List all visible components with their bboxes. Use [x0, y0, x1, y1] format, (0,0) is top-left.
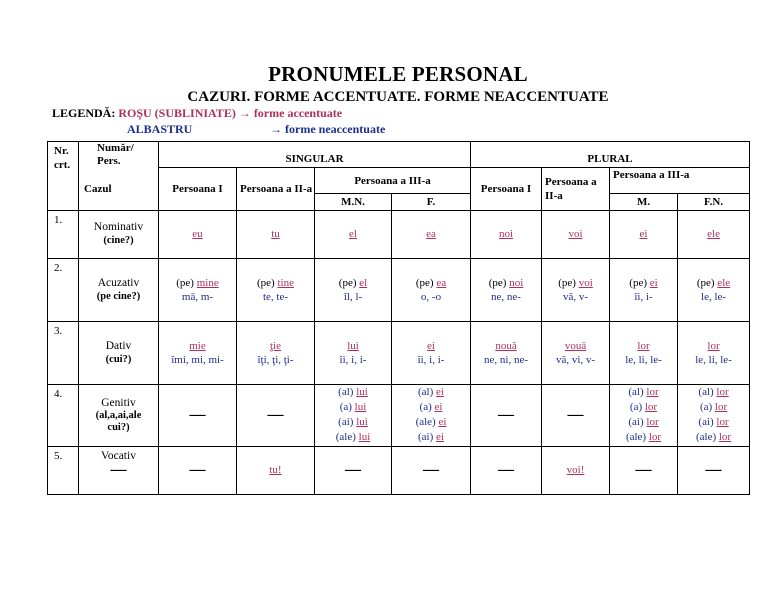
dash: —: [345, 460, 361, 478]
form-cell: [678, 210, 750, 258]
preposition: (pe): [257, 276, 275, 289]
header-f: F.: [392, 194, 471, 210]
accented-line: [159, 227, 236, 241]
form-cell: [542, 321, 610, 385]
case-question: (al,a,ai,ale cui?): [95, 410, 142, 434]
case-cell: [79, 385, 159, 447]
legend-red-name: ROŞU (SUBLINIATE): [118, 106, 236, 120]
accented-form: ţie: [270, 339, 281, 352]
accented-form: ei: [649, 276, 658, 289]
accented-line: [471, 339, 541, 353]
form-cell: [237, 210, 315, 258]
form-cell: [237, 385, 315, 447]
genitive-article: (ai): [338, 416, 354, 429]
accented-form: lor: [644, 401, 658, 414]
accented-form: lui: [347, 339, 359, 352]
unaccented-form: îi, i-: [634, 290, 653, 303]
header-sg-pers3: Persoana a III-a: [315, 168, 471, 194]
unaccented-form: le, le-: [701, 290, 727, 303]
form-cell: [392, 446, 471, 494]
genitive-line: [392, 385, 470, 400]
header-nr: Nr. crt.: [48, 142, 79, 211]
preposition: (pe): [176, 276, 194, 289]
case-cell: [79, 321, 159, 385]
accented-form: lor: [716, 386, 729, 399]
form-cell: [159, 258, 237, 321]
accented-line: [237, 227, 314, 241]
unaccented-form: te, te-: [262, 290, 289, 303]
form-cell: [315, 258, 392, 321]
legend-blue-desc: → forme neaccentuate: [270, 122, 386, 136]
row-number: 5.: [48, 446, 79, 494]
accented-line: [542, 276, 609, 290]
form-cell: [542, 210, 610, 258]
accented-form: noi: [498, 228, 514, 241]
accented-line: [542, 339, 609, 353]
form-cell: [237, 446, 315, 494]
accented-form: ea: [426, 228, 436, 241]
case-name: Genitiv: [101, 397, 136, 410]
case-question: (pe cine?): [96, 290, 141, 302]
accented-form: eu: [192, 228, 203, 241]
accented-line: [610, 339, 677, 353]
unaccented-form: îţi, ţi, ţi-: [257, 353, 294, 366]
case-name: Acuzativ: [97, 276, 140, 289]
unaccented-form: mă, m-: [181, 290, 214, 303]
case-name: Vocativ: [101, 449, 136, 462]
accented-form: ele: [717, 276, 731, 289]
accented-line: [237, 463, 314, 477]
accented-line: [159, 276, 236, 290]
case-cell: [79, 210, 159, 258]
genitive-line: [610, 385, 677, 400]
genitive-line: [315, 430, 391, 445]
accented-line: [315, 276, 391, 290]
accented-line: [678, 339, 749, 353]
header-pl-pers1: Persoana I: [471, 168, 542, 210]
preposition: (pe): [696, 276, 715, 289]
accented-form: ea: [436, 276, 447, 289]
accented-form: nouă: [495, 339, 517, 352]
form-cell: [159, 446, 237, 494]
legend-red-line: [52, 106, 342, 121]
accented-line: [392, 276, 470, 290]
accented-form: voi: [568, 228, 583, 241]
form-cell: [159, 385, 237, 447]
table-row: [48, 446, 750, 494]
form-cell: [392, 210, 471, 258]
accented-form: voi!: [566, 464, 585, 477]
case-cell: [79, 446, 159, 494]
form-cell: [392, 258, 471, 321]
accented-line: [237, 339, 314, 353]
form-cell: [392, 321, 471, 385]
unaccented-form: îmi, mi, mi-: [171, 353, 224, 366]
accented-form: tu!: [269, 464, 282, 477]
header-pl-pers3: Persoana a III-a: [610, 168, 750, 194]
preposition: (pe): [338, 276, 357, 289]
genitive-article: (ai): [628, 416, 644, 429]
case-question: (cine?): [103, 235, 134, 247]
accented-line: [315, 339, 391, 353]
accented-form: el: [349, 228, 357, 241]
genitive-line: [610, 415, 677, 430]
accented-form: lor: [716, 416, 729, 429]
accented-form: lor: [646, 386, 659, 399]
accented-form: tu: [271, 228, 280, 241]
page-title: PRONUMELE PERSONAL: [268, 62, 528, 86]
preposition: (pe): [488, 276, 507, 289]
dash: —: [498, 405, 515, 423]
table-row: [48, 210, 750, 258]
genitive-line: [315, 385, 391, 400]
accented-form: ele: [707, 228, 720, 241]
accented-line: [392, 339, 470, 353]
accented-form: el: [359, 276, 368, 289]
legend-blue-line: [127, 122, 385, 137]
case-question: (cui?): [105, 353, 132, 365]
accented-form: mine: [196, 276, 219, 289]
accented-form: ei: [436, 431, 444, 444]
accented-line: [542, 463, 609, 477]
accented-line: [678, 276, 749, 290]
case-cell: [79, 258, 159, 321]
form-cell: [610, 446, 678, 494]
form-cell: [678, 258, 750, 321]
genitive-article: (al): [698, 386, 714, 399]
dash: —: [635, 460, 652, 478]
accented-line: [678, 227, 749, 241]
accented-form: ei: [639, 228, 648, 241]
header-numar-cazul: [79, 142, 159, 211]
preposition: (pe): [629, 276, 648, 289]
dash: —: [705, 460, 722, 478]
table-row: [48, 321, 750, 385]
page-subtitle: CAZURI. FORME ACCENTUATE. FORME NEACCENTUATE: [187, 89, 609, 105]
form-cell: [678, 385, 750, 447]
accented-form: ei: [438, 416, 447, 429]
header-sg-pers1: Persoana I: [159, 168, 237, 210]
accented-form: ei: [434, 401, 443, 414]
genitive-article: (al): [418, 386, 434, 399]
unaccented-form: vă, v-: [562, 290, 589, 303]
dash: —: [110, 460, 127, 478]
genitive-line: [315, 400, 391, 415]
form-cell: [471, 258, 542, 321]
genitive-article: (a): [699, 401, 713, 414]
genitive-article: (ale): [625, 431, 647, 444]
accented-form: lor: [648, 431, 662, 444]
accented-form: tine: [277, 276, 294, 289]
row-number: 3.: [48, 321, 79, 385]
dash: —: [567, 405, 584, 423]
legend-label: LEGENDĂ:: [52, 106, 116, 120]
form-cell: [610, 385, 678, 447]
genitive-line: [610, 430, 677, 445]
accented-line: [610, 227, 677, 241]
genitive-line: [610, 400, 677, 415]
genitive-article: (ale): [695, 431, 717, 444]
form-cell: [542, 446, 610, 494]
row-number: 2.: [48, 258, 79, 321]
form-cell: [392, 385, 471, 447]
legend-red-desc: → forme accentuate: [238, 106, 343, 120]
accented-form: voi: [578, 276, 593, 289]
form-cell: [678, 446, 750, 494]
form-cell: [471, 210, 542, 258]
header-cazul: Cazul: [84, 183, 112, 195]
form-cell: [237, 321, 315, 385]
pronoun-table: [47, 141, 750, 495]
genitive-article: (al): [338, 386, 354, 399]
header-m: M.: [610, 194, 678, 210]
accented-form: noi: [509, 276, 524, 289]
form-cell: [542, 385, 610, 447]
genitive-line: [392, 415, 470, 430]
form-cell: [159, 210, 237, 258]
accented-form: mie: [189, 339, 206, 352]
row-number: 4.: [48, 385, 79, 447]
unaccented-form: o, -o: [420, 290, 442, 303]
form-cell: [610, 321, 678, 385]
genitive-article: (ale): [415, 416, 436, 429]
header-fn: F.N.: [678, 194, 750, 210]
form-cell: [315, 446, 392, 494]
unaccented-form: îi, i, i-: [417, 353, 445, 366]
unaccented-form: vă, vi, v-: [555, 353, 596, 366]
genitive-line: [392, 430, 470, 445]
form-cell: [315, 385, 392, 447]
form-cell: [315, 210, 392, 258]
case-name: Dativ: [105, 339, 132, 352]
accented-form: lui: [358, 431, 371, 444]
accented-line: [159, 339, 236, 353]
accented-form: lui: [354, 401, 367, 414]
form-cell: [471, 385, 542, 447]
unaccented-form: îl, l-: [343, 290, 363, 303]
accented-line: [610, 276, 677, 290]
genitive-line: [678, 400, 749, 415]
header-pl-pers2: Persoana a II-a: [542, 168, 610, 210]
header-singular: SINGULAR: [159, 142, 471, 168]
accented-form: lor: [637, 339, 650, 352]
accented-form: lui: [356, 386, 368, 399]
unaccented-form: le, li, le-: [695, 353, 732, 366]
form-cell: [678, 321, 750, 385]
dash: —: [423, 460, 439, 478]
unaccented-form: ne, ne-: [491, 290, 521, 303]
case-name: Nominativ: [93, 221, 144, 234]
header-mn: M.N.: [315, 194, 392, 210]
genitive-line: [678, 415, 749, 430]
dash: —: [267, 405, 284, 423]
unaccented-form: le, li, le-: [625, 353, 662, 366]
form-cell: [542, 258, 610, 321]
unaccented-form: ne, ni, ne-: [484, 353, 528, 366]
accented-line: [471, 227, 541, 241]
header-numar: Număr/ Pers.: [97, 142, 134, 167]
accented-form: ei: [427, 339, 435, 352]
accented-form: lor: [714, 401, 728, 414]
accented-line: [237, 276, 314, 290]
genitive-line: [678, 430, 749, 445]
form-cell: [610, 210, 678, 258]
accented-line: [392, 227, 470, 241]
genitive-article: (ale): [335, 431, 356, 444]
form-cell: [471, 321, 542, 385]
accented-form: lor: [707, 339, 720, 352]
genitive-article: (a): [339, 401, 352, 414]
form-cell: [315, 321, 392, 385]
genitive-article: (a): [419, 401, 432, 414]
genitive-article: (ai): [698, 416, 714, 429]
dash: —: [189, 460, 206, 478]
accented-form: lor: [646, 416, 659, 429]
dash: —: [189, 405, 206, 423]
row-number: 1.: [48, 210, 79, 258]
genitive-line: [678, 385, 749, 400]
accented-line: [542, 227, 609, 241]
genitive-line: [315, 415, 391, 430]
form-cell: [471, 446, 542, 494]
form-cell: [159, 321, 237, 385]
form-cell: [237, 258, 315, 321]
header-plural: PLURAL: [471, 142, 750, 168]
accented-line: [315, 227, 391, 241]
accented-line: [471, 276, 541, 290]
legend-blue-name: ALBASTRU: [127, 122, 193, 136]
accented-form: lor: [718, 431, 732, 444]
genitive-line: [392, 400, 470, 415]
genitive-article: (al): [628, 386, 644, 399]
genitive-article: (a): [629, 401, 643, 414]
accented-form: lui: [356, 416, 368, 429]
accented-form: ei: [436, 386, 444, 399]
accented-form: vouă: [564, 339, 587, 352]
preposition: (pe): [558, 276, 576, 289]
unaccented-form: îi, i, i-: [339, 353, 367, 366]
header-sg-pers2: Persoana a II-a: [237, 168, 315, 210]
table-row: [48, 385, 750, 447]
table-row: [48, 258, 750, 321]
form-cell: [610, 258, 678, 321]
dash: —: [498, 460, 515, 478]
genitive-article: (ai): [418, 431, 434, 444]
preposition: (pe): [415, 276, 434, 289]
